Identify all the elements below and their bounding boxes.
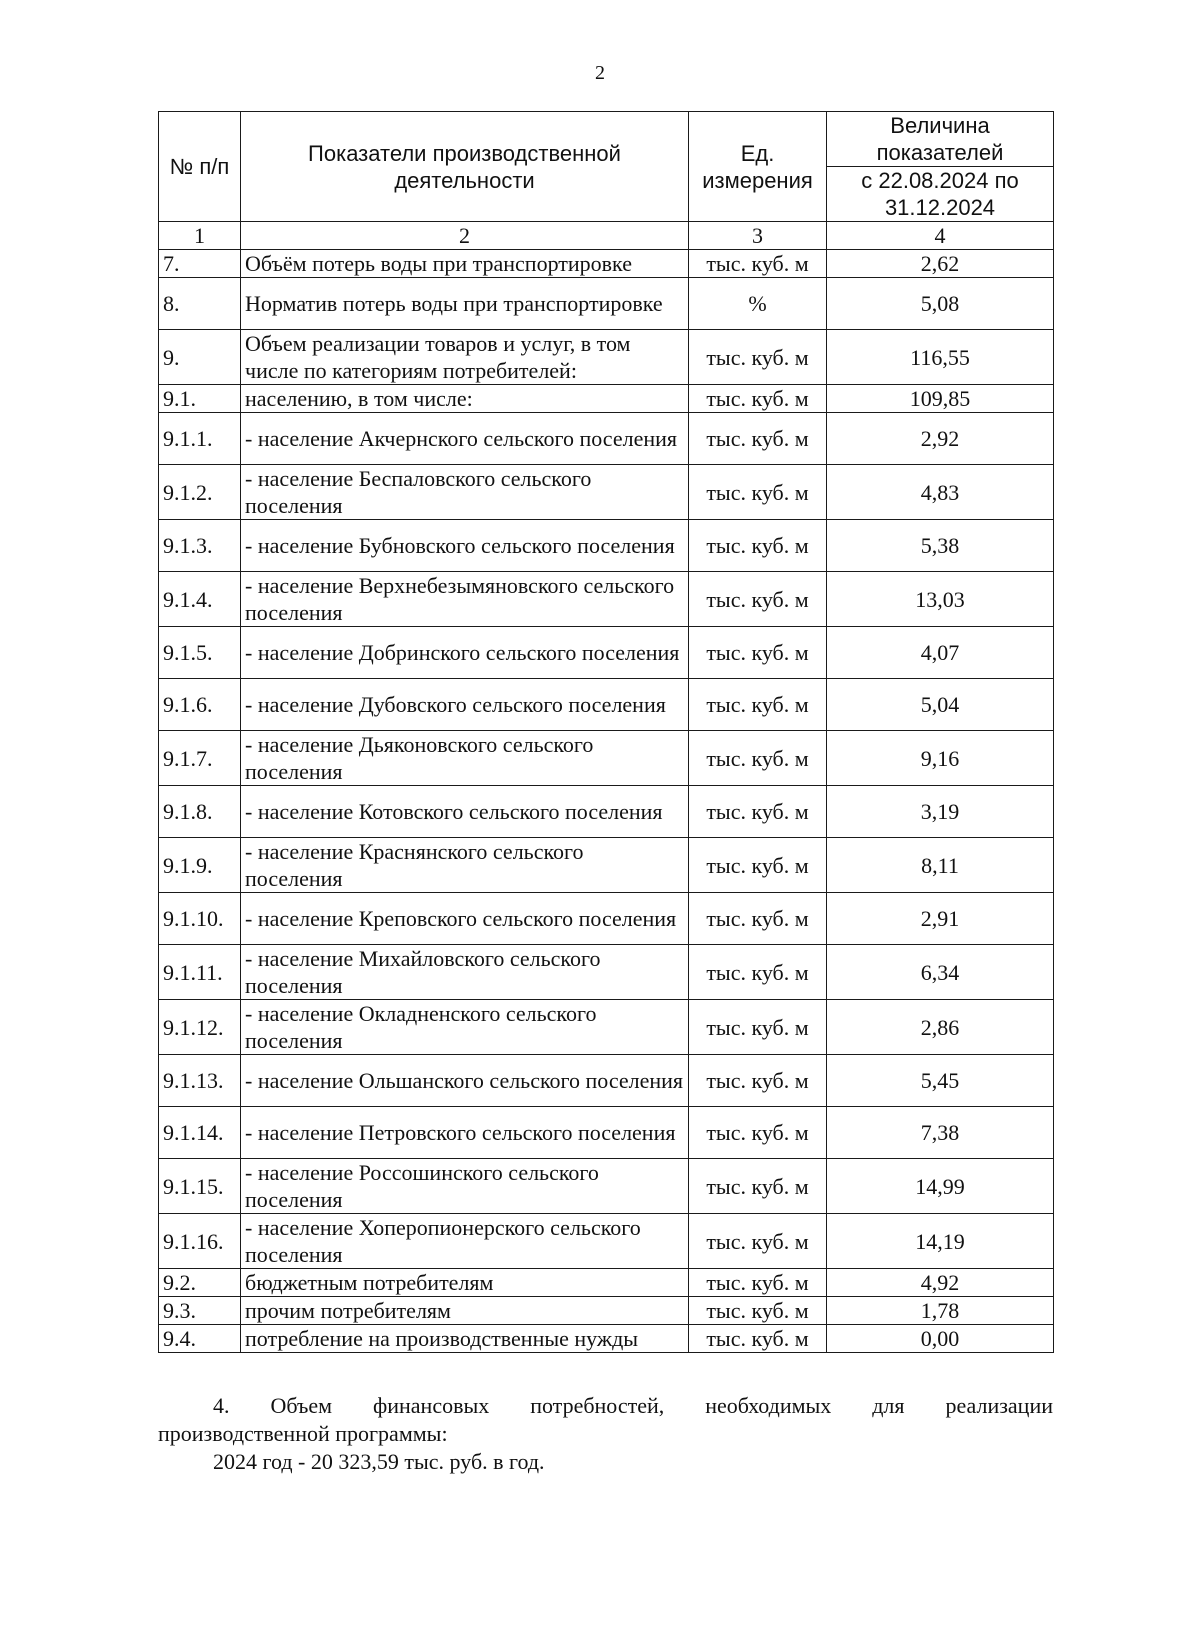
row-value: 13,03 — [827, 572, 1054, 627]
table-row — [159, 1269, 1054, 1297]
row-unit: тыс. куб. м — [689, 413, 827, 465]
row-indicator: - население Беспаловского сельского поселения — [241, 465, 689, 520]
row-unit: тыс. куб. м — [689, 1269, 827, 1297]
row-indicator: - население Бубновского сельского поселения — [241, 520, 689, 572]
row-value: 5,04 — [827, 679, 1054, 731]
row-unit: тыс. куб. м — [689, 465, 827, 520]
table-row — [159, 1297, 1054, 1325]
table-row — [159, 520, 1054, 572]
row-indicator: - население Котовского сельского поселения — [241, 786, 689, 838]
row-value: 116,55 — [827, 330, 1054, 385]
row-number: 9.1.7. — [159, 731, 241, 786]
row-unit: тыс. куб. м — [689, 250, 827, 278]
row-value: 2,62 — [827, 250, 1054, 278]
row-unit: тыс. куб. м — [689, 945, 827, 1000]
table-row — [159, 786, 1054, 838]
row-number: 9.1.2. — [159, 465, 241, 520]
row-indicator: населению, в том числе: — [241, 385, 689, 413]
row-unit: тыс. куб. м — [689, 731, 827, 786]
row-number: 9.1.16. — [159, 1214, 241, 1269]
row-unit: тыс. куб. м — [689, 1107, 827, 1159]
table-row — [159, 945, 1054, 1000]
page-number: 2 — [595, 62, 605, 84]
row-unit: тыс. куб. м — [689, 1000, 827, 1055]
row-number: 9.1.6. — [159, 679, 241, 731]
row-indicator: - население Ольшанского сельского поселения — [241, 1055, 689, 1107]
table-row — [159, 413, 1054, 465]
row-unit: тыс. куб. м — [689, 1159, 827, 1214]
row-number: 9.1.5. — [159, 627, 241, 679]
row-indicator: - население Креповского сельского поселения — [241, 893, 689, 945]
section4-line2: производственной программы: — [158, 1421, 448, 1446]
section4-line3: 2024 год - 20 323,59 тыс. руб. в год. — [213, 1449, 545, 1474]
row-unit: тыс. куб. м — [689, 786, 827, 838]
table-row — [159, 838, 1054, 893]
row-unit: тыс. куб. м — [689, 627, 827, 679]
row-indicator: - население Дьяконовского сельского поселения — [241, 731, 689, 786]
row-indicator: - население Петровского сельского поселения — [241, 1107, 689, 1159]
row-number: 9.1.14. — [159, 1107, 241, 1159]
row-value: 2,91 — [827, 893, 1054, 945]
row-value: 2,86 — [827, 1000, 1054, 1055]
row-indicator: Норматив потерь воды при транспортировке — [241, 278, 689, 330]
row-unit: тыс. куб. м — [689, 1297, 827, 1325]
row-indicator: - население Михайловского сельского поселения — [241, 945, 689, 1000]
row-unit: тыс. куб. м — [689, 679, 827, 731]
row-value: 9,16 — [827, 731, 1054, 786]
row-number: 9. — [159, 330, 241, 385]
row-unit: тыс. куб. м — [689, 572, 827, 627]
table-row — [159, 893, 1054, 945]
row-value: 8,11 — [827, 838, 1054, 893]
row-number: 9.1.13. — [159, 1055, 241, 1107]
row-value: 4,83 — [827, 465, 1054, 520]
row-value: 14,19 — [827, 1214, 1054, 1269]
row-number: 9.1.8. — [159, 786, 241, 838]
row-unit: тыс. куб. м — [689, 1214, 827, 1269]
row-number: 9.1.12. — [159, 1000, 241, 1055]
table-row — [159, 1214, 1054, 1269]
header-row — [159, 112, 1054, 167]
row-number: 9.1.9. — [159, 838, 241, 893]
row-indicator: Объём потерь воды при транспортировке — [241, 250, 689, 278]
row-unit: тыс. куб. м — [689, 385, 827, 413]
row-indicator: - население Акчернского сельского поселения — [241, 413, 689, 465]
row-unit: тыс. куб. м — [689, 520, 827, 572]
row-number: 9.1.1. — [159, 413, 241, 465]
row-unit: тыс. куб. м — [689, 838, 827, 893]
row-value: 4,07 — [827, 627, 1054, 679]
table-row — [159, 572, 1054, 627]
table-row — [159, 679, 1054, 731]
production-indicators-table — [158, 111, 1054, 1353]
row-value: 2,92 — [827, 413, 1054, 465]
table-row — [159, 1325, 1054, 1353]
table-row — [159, 385, 1054, 413]
row-number: 8. — [159, 278, 241, 330]
row-number: 9.1.3. — [159, 520, 241, 572]
row-indicator: - население Окладненского сельского поселения — [241, 1000, 689, 1055]
row-value: 109,85 — [827, 385, 1054, 413]
row-number: 9.1.11. — [159, 945, 241, 1000]
table-row — [159, 278, 1054, 330]
row-value: 5,45 — [827, 1055, 1054, 1107]
row-indicator: бюджетным потребителям — [241, 1269, 689, 1297]
table-row — [159, 731, 1054, 786]
column-index: 4 — [827, 222, 1054, 250]
table-row — [159, 627, 1054, 679]
row-value: 5,38 — [827, 520, 1054, 572]
row-number: 9.1.4. — [159, 572, 241, 627]
header-num: № п/п — [159, 112, 241, 222]
table-row — [159, 465, 1054, 520]
row-number: 9.4. — [159, 1325, 241, 1353]
row-indicator: - население Россошинского сельского поселения — [241, 1159, 689, 1214]
row-indicator: Объем реализации товаров и услуг, в том числе по категориям потребителей: — [241, 330, 689, 385]
row-number: 7. — [159, 250, 241, 278]
row-unit: тыс. куб. м — [689, 893, 827, 945]
table-row — [159, 1159, 1054, 1214]
row-value: 4,92 — [827, 1269, 1054, 1297]
row-unit: тыс. куб. м — [689, 330, 827, 385]
header-value-title: Величина показателей — [827, 112, 1054, 167]
row-number: 9.1. — [159, 385, 241, 413]
table-row — [159, 1055, 1054, 1107]
table-row — [159, 1107, 1054, 1159]
row-number: 9.1.15. — [159, 1159, 241, 1214]
table-row — [159, 1000, 1054, 1055]
row-value: 14,99 — [827, 1159, 1054, 1214]
row-value: 5,08 — [827, 278, 1054, 330]
row-unit: тыс. куб. м — [689, 1325, 827, 1353]
table-row — [159, 330, 1054, 385]
row-number: 9.2. — [159, 1269, 241, 1297]
row-value: 7,38 — [827, 1107, 1054, 1159]
section4-line1: 4. Объем финансовых потребностей, необходимых для реализации — [213, 1393, 1053, 1418]
row-value: 1,78 — [827, 1297, 1054, 1325]
column-index: 3 — [689, 222, 827, 250]
header-unit: Ед. измерения — [689, 112, 827, 222]
column-index: 2 — [241, 222, 689, 250]
row-indicator: - население Верхнебезымяновского сельского поселения — [241, 572, 689, 627]
row-value: 0,00 — [827, 1325, 1054, 1353]
row-indicator: прочим потребителям — [241, 1297, 689, 1325]
row-indicator: - население Краснянского сельского поселения — [241, 838, 689, 893]
row-number: 9.3. — [159, 1297, 241, 1325]
row-indicator: - население Хоперопионерского сельского поселения — [241, 1214, 689, 1269]
row-number: 9.1.10. — [159, 893, 241, 945]
row-value: 6,34 — [827, 945, 1054, 1000]
header-value-period: с 22.08.2024 по 31.12.2024 — [827, 167, 1054, 222]
row-indicator: потребление на производственные нужды — [241, 1325, 689, 1353]
row-indicator: - население Дубовского сельского поселения — [241, 679, 689, 731]
row-unit: тыс. куб. м — [689, 1055, 827, 1107]
column-index-row — [159, 222, 1054, 250]
header-indicator: Показатели производственной деятельности — [241, 112, 689, 222]
table-row — [159, 250, 1054, 278]
column-index: 1 — [159, 222, 241, 250]
row-value: 3,19 — [827, 786, 1054, 838]
row-unit: % — [689, 278, 827, 330]
row-indicator: - население Добринского сельского поселения — [241, 627, 689, 679]
